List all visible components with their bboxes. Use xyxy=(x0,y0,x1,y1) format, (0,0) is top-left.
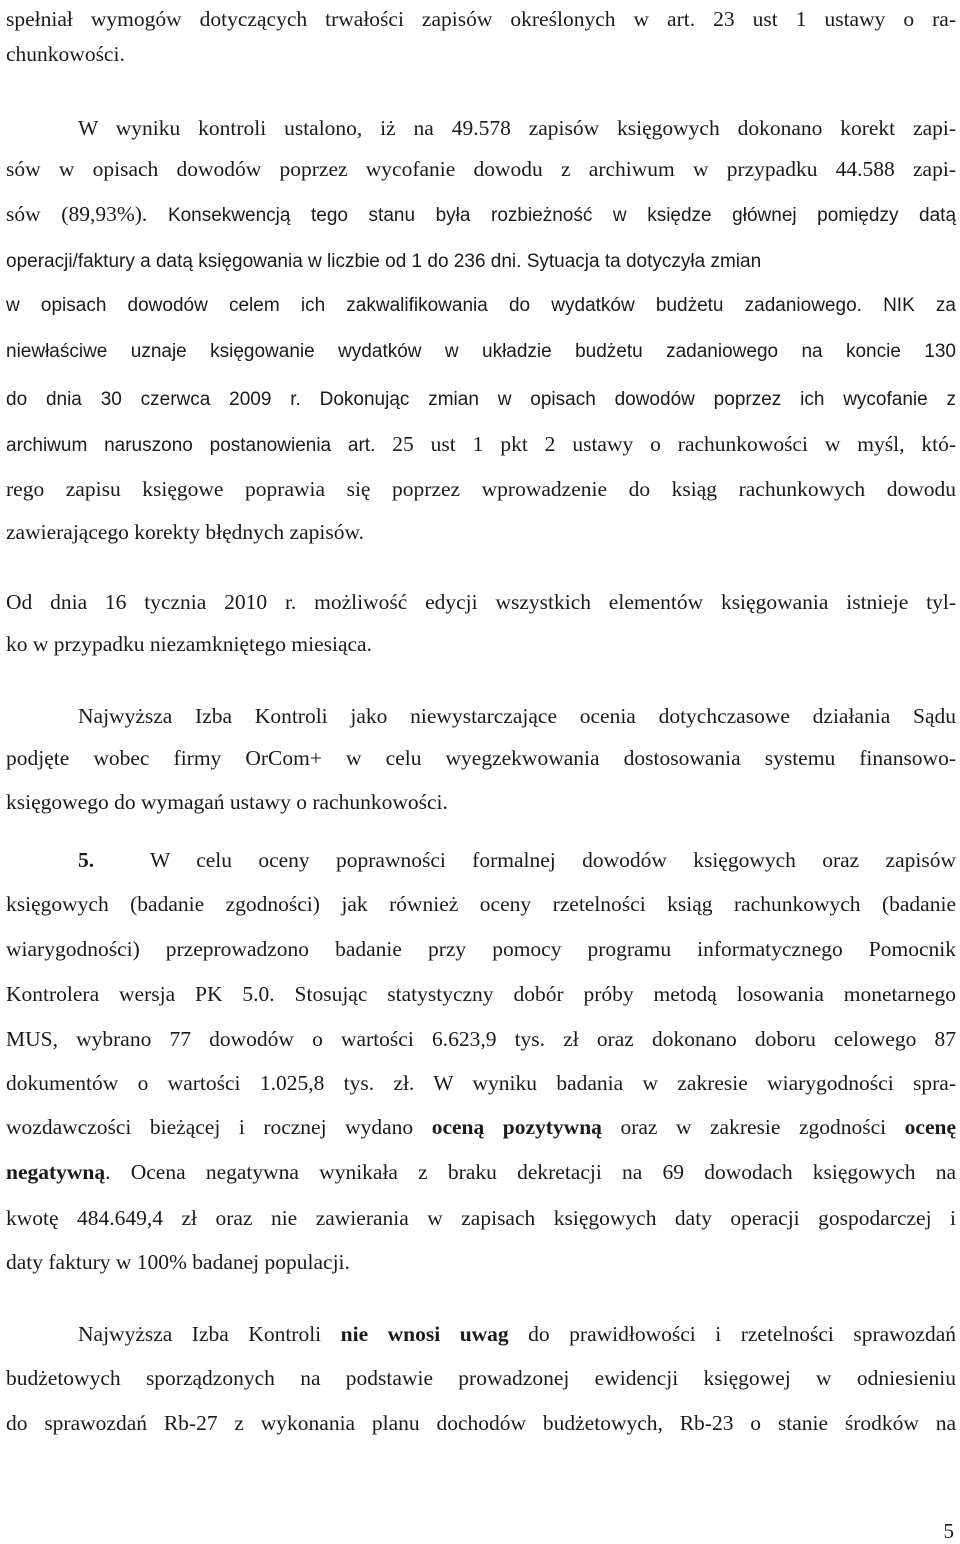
text-run: rego zapisu księgowe poprawia się poprzez wprowadzenie do ksiąg rachunkowych dowodu xyxy=(6,477,956,501)
paragraph-line xyxy=(6,788,956,816)
paragraph-line xyxy=(6,744,956,772)
paragraph-line xyxy=(6,518,956,546)
page-number: 5 xyxy=(943,1519,954,1543)
paragraph-line xyxy=(6,890,956,918)
text-run: Najwyższa Izba Kontroli jako niewystarczające ocenia dotychczasowe działania Sądu xyxy=(78,704,956,728)
text-run: sów w opisach dowodów poprzez wycofanie dowodu z archiwum w przypadku 44.588 zapi- xyxy=(6,157,956,181)
text-run: daty faktury w 100% badanej populacji. xyxy=(6,1250,350,1274)
paragraph-line xyxy=(6,1248,956,1276)
paragraph-line xyxy=(6,40,956,68)
text-run: operacji/faktury a datą księgowania w liczbie od 1 do 236 dni. xyxy=(6,251,522,272)
paragraph-line xyxy=(6,200,956,228)
text-run: Konsekwencją tego stanu była rozbieżność w księdze głównej pomiędzy datą xyxy=(167,205,957,226)
text-run: 5. xyxy=(78,848,95,872)
text-run: dokumentów o wartości 1.025,8 tys. zł. W wyniku badania w zakresie wiarygodności spra- xyxy=(6,1071,956,1095)
paragraph-line xyxy=(6,1364,956,1392)
text-run: do sprawozdań Rb-27 z wykonania planu dochodów budżetowych, Rb-23 o stanie środków na xyxy=(6,1411,956,1435)
text-run: Dokonując zmian w opisach dowodów poprzez ich wycofanie z xyxy=(300,389,957,410)
section-number xyxy=(78,846,118,874)
text-run: chunkowości. xyxy=(6,42,125,66)
paragraph-line xyxy=(6,1158,956,1186)
text-run: . Ocena negatywna wynikała z braku dekretacji na 69 dowodach księgowych na xyxy=(105,1160,956,1184)
paragraph-line xyxy=(150,846,956,874)
paragraph-line xyxy=(6,1204,956,1232)
text-run: sów (89,93%). xyxy=(6,202,168,226)
paragraph-line xyxy=(6,155,956,183)
paragraph-line xyxy=(6,935,956,963)
text-run: ocenę xyxy=(904,1115,957,1139)
paragraph-line xyxy=(6,980,956,1008)
paragraph-line xyxy=(6,1113,956,1141)
text-run: negatywną xyxy=(6,1160,106,1184)
paragraph-line xyxy=(6,5,956,33)
text-run: wozdawczości bieżącej i rocznej wydano xyxy=(6,1115,432,1139)
text-run: zawierającego korekty błędnych zapisów. xyxy=(6,520,364,544)
text-run: 25 ust 1 pkt 2 ustawy o rachunkowości w myśl, któ- xyxy=(375,432,956,456)
text-run: nie wnosi uwag xyxy=(340,1322,509,1346)
paragraph-line xyxy=(6,475,956,503)
text-run: księgowego do wymagań ustawy o rachunkowości. xyxy=(6,790,448,814)
paragraph-line xyxy=(6,1069,956,1097)
paragraph-line xyxy=(6,588,956,616)
text-run: Kontrolera wersja PK 5.0. Stosując statystyczny dobór próby metodą losowania monetarnego xyxy=(6,982,956,1006)
paragraph-line xyxy=(6,430,956,458)
paragraph-line xyxy=(6,292,956,320)
text-run: archiwum naruszono postanowienia art. xyxy=(6,435,376,456)
text-run: wiarygodności) przeprowadzono badanie przy pomocy programu informatycznego Pomocnik xyxy=(6,937,956,961)
paragraph-line xyxy=(6,246,956,274)
paragraph-line xyxy=(6,1025,956,1053)
text-run: W celu oceny poprawności formalnej dowodów księgowych oraz zapisów xyxy=(150,848,956,872)
text-run: podjęte wobec firmy OrCom+ w celu wyegzekwowania dostosowania systemu finansowo- xyxy=(6,746,956,770)
paragraph-line xyxy=(6,1409,956,1437)
text-run: niewłaściwe uznaje księgowanie wydatków w układzie budżetu zadaniowego na koncie 130 xyxy=(6,341,956,362)
text-run: ko w przypadku niezamkniętego miesiąca. xyxy=(6,632,372,656)
text-run: W wyniku kontroli ustalono, iż na 49.578 zapisów księgowych dokonano korekt zapi- xyxy=(78,116,956,140)
text-run: Od dnia 16 tycznia 2010 r. możliwość edycji wszystkich elementów księgowania istnieje tyl- xyxy=(6,590,956,614)
text-run: oceną pozytywną xyxy=(431,1115,602,1139)
text-run: budżetowych sporządzonych na podstawie prowadzonej ewidencji księgowej w odniesieniu xyxy=(6,1366,956,1390)
text-run: oraz w zakresie zgodności xyxy=(601,1115,905,1139)
text-run: MUS, wybrano 77 dowodów o wartości 6.623,9 tys. zł oraz dokonano doboru celowego 87 xyxy=(6,1027,956,1051)
text-run: do dnia 30 czerwca 2009 r. xyxy=(6,389,301,410)
paragraph-line xyxy=(78,1320,956,1348)
text-run: kwotę 484.649,4 zł oraz nie zawierania w zapisach księgowych daty operacji gospodarczej i xyxy=(6,1206,956,1230)
text-run: księgowych (badanie zgodności) jak również oceny rzetelności ksiąg rachunkowych (badanie xyxy=(6,892,956,916)
text-run: Najwyższa Izba Kontroli xyxy=(78,1322,341,1346)
text-run: Sytuacja ta dotyczyła zmian xyxy=(521,251,762,272)
paragraph-line xyxy=(6,630,956,658)
text-run: spełniał wymogów dotyczących trwałości zapisów określonych w art. 23 ust 1 ustawy o ra- xyxy=(6,7,956,31)
text-run: w opisach dowodów celem ich zakwalifikowania do wydatków budżetu zadaniowego. NIK za xyxy=(6,295,956,316)
text-run: do prawidłowości i rzetelności sprawozdań xyxy=(508,1322,957,1346)
paragraph-line xyxy=(6,338,956,366)
paragraph-line xyxy=(78,702,956,730)
paragraph-line xyxy=(78,114,956,142)
paragraph-line xyxy=(6,384,956,412)
